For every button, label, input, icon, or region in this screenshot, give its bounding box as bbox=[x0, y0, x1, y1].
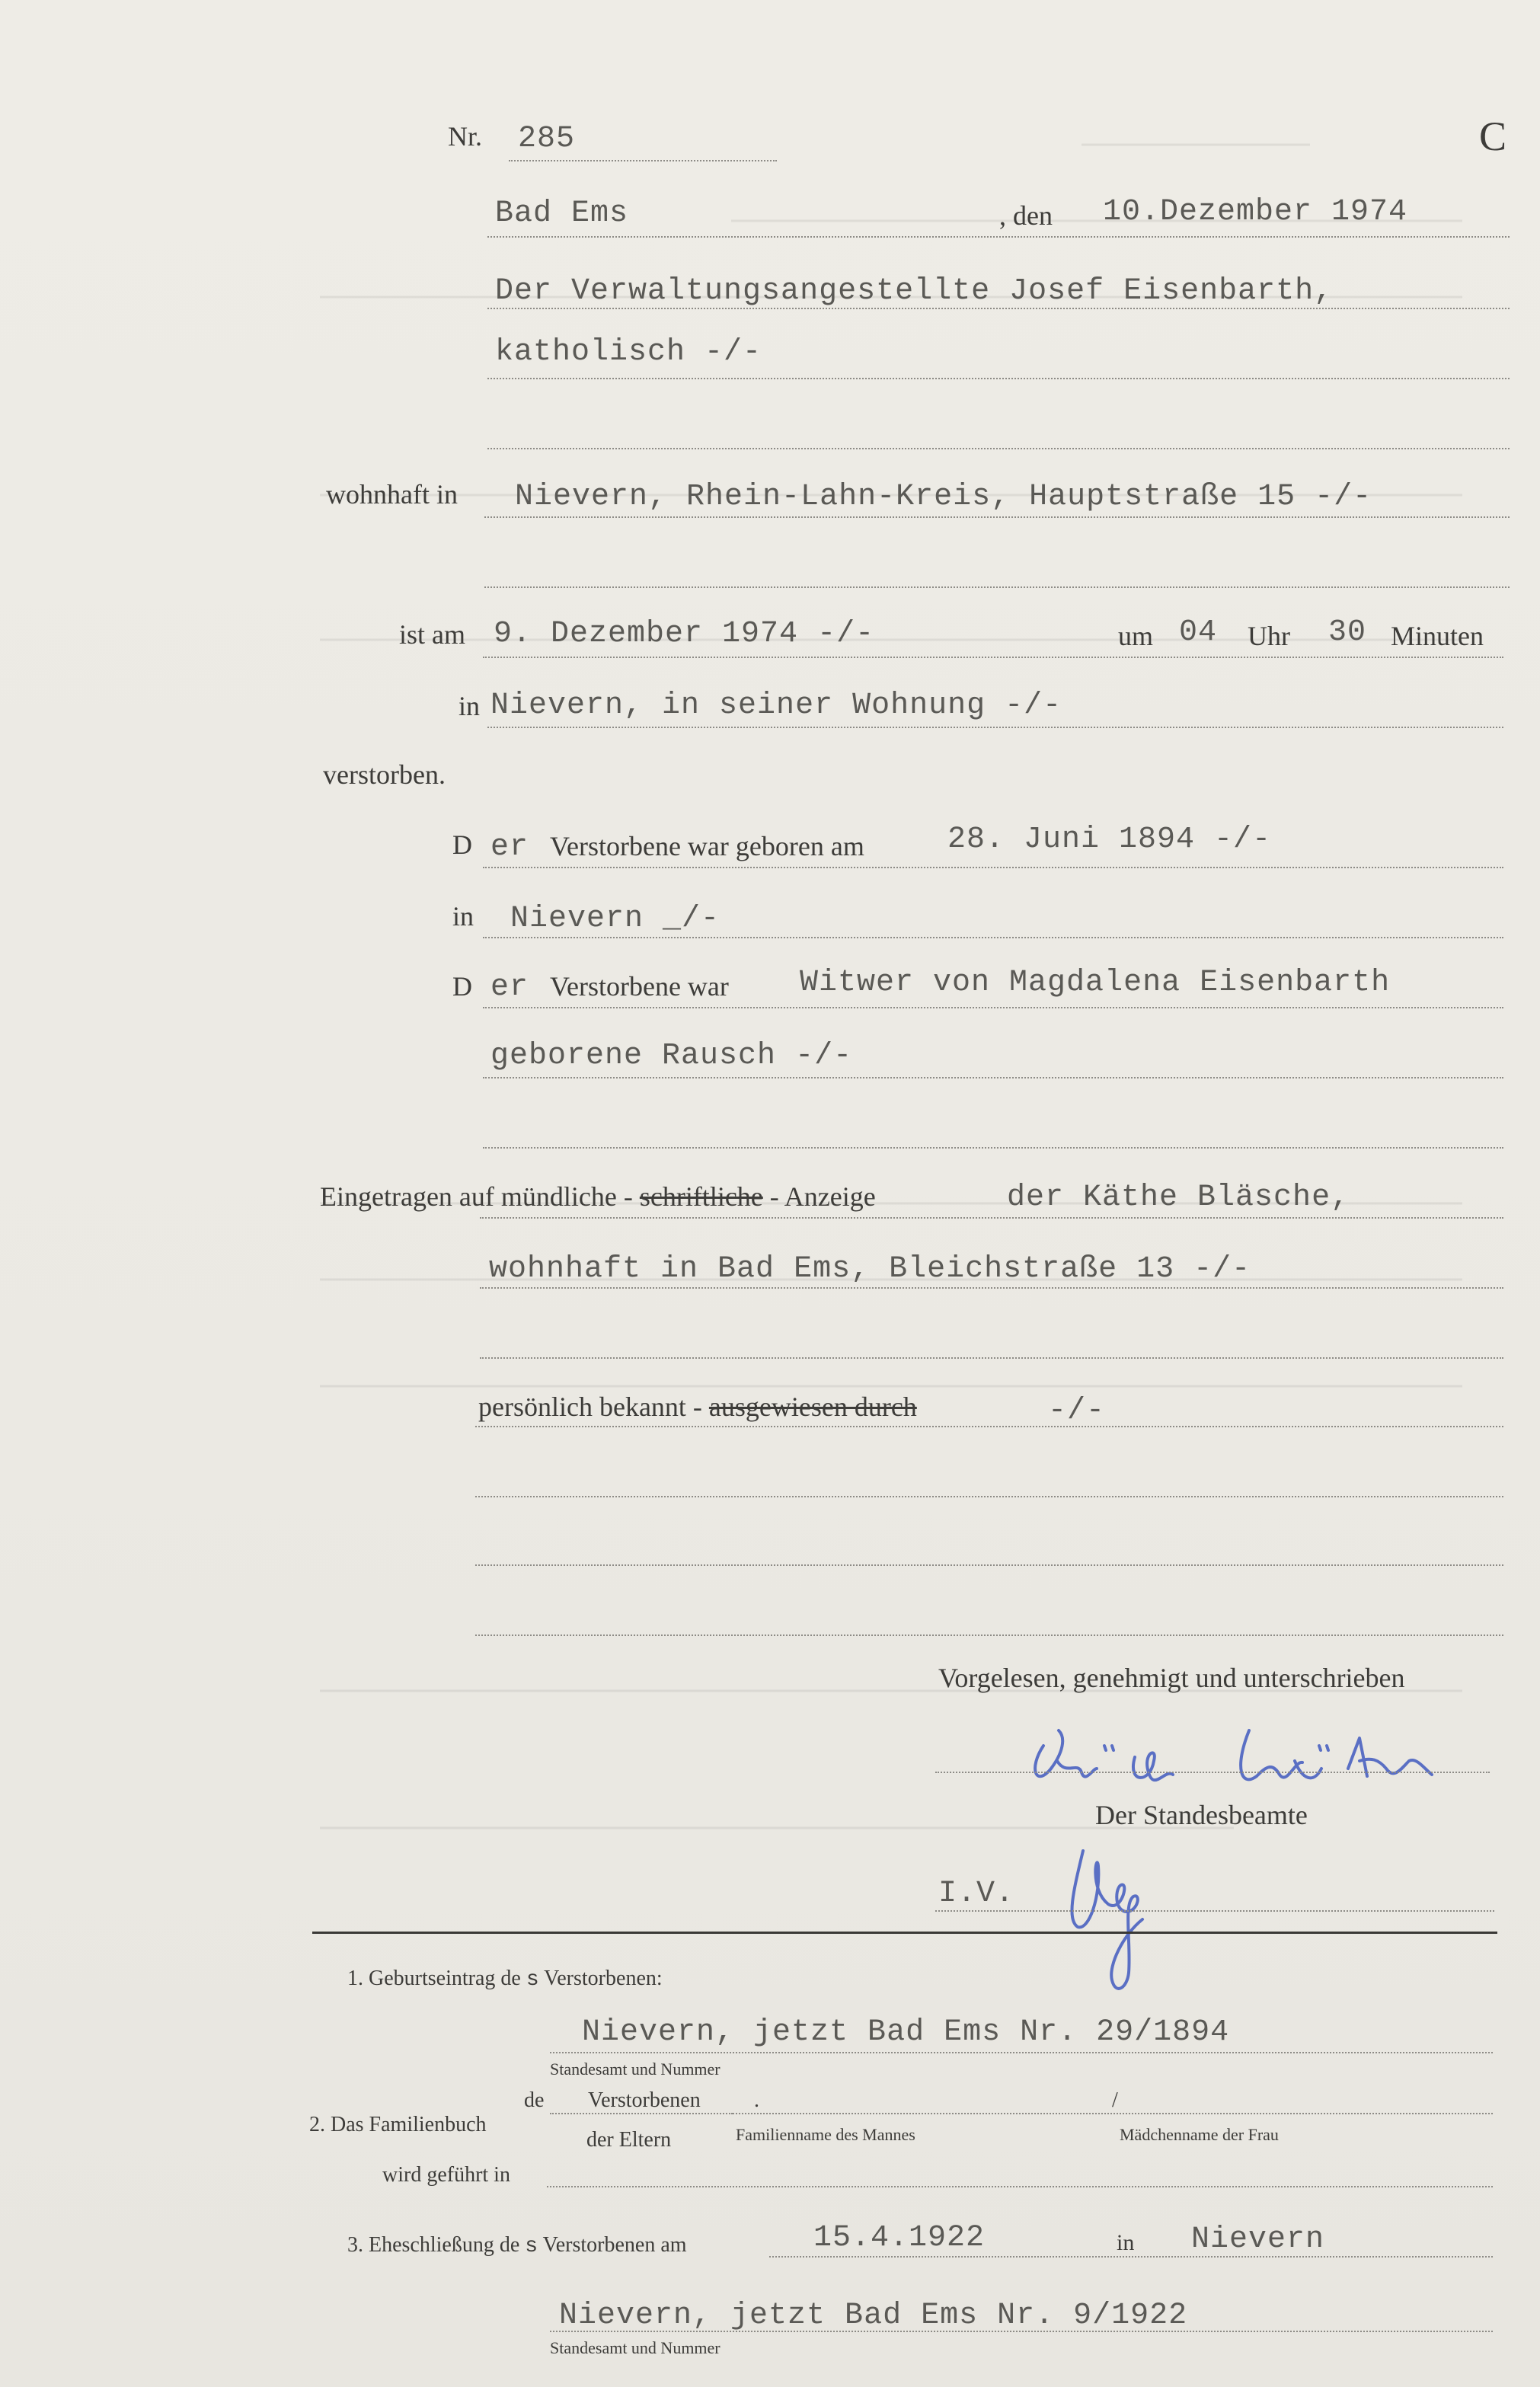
marital-line-2: geborene Rausch -/- bbox=[490, 1039, 853, 1073]
marital-label: Verstorbene war bbox=[550, 971, 729, 1002]
informant-line-3-rule bbox=[480, 1357, 1503, 1359]
footer-item1-value: Nievern, jetzt Bad Ems Nr. 29/1894 bbox=[582, 2015, 1230, 2050]
registration-label bbox=[320, 1181, 876, 1213]
footer-item3-label-b: Verstorbenen am bbox=[542, 2233, 687, 2257]
informant-line-1: der Käthe Bläsche, bbox=[1007, 1181, 1350, 1215]
birth-er-typed: er bbox=[490, 830, 529, 864]
residence-rule bbox=[484, 516, 1510, 518]
register-letter: C bbox=[1479, 113, 1507, 159]
footer-item2-dot: . bbox=[754, 2088, 759, 2112]
birth-place-rule bbox=[483, 937, 1503, 938]
official-line-2-rule bbox=[487, 378, 1510, 379]
identification-rule bbox=[475, 1426, 1503, 1427]
identification-label bbox=[478, 1391, 917, 1423]
marriage-date: 15.4.1922 bbox=[813, 2221, 986, 2255]
footer-item2-name-rule bbox=[733, 2113, 1493, 2114]
marital-line-3-rule bbox=[483, 1147, 1503, 1149]
nr-label: Nr. bbox=[448, 121, 482, 152]
death-place: Nievern, in seiner Wohnung -/- bbox=[490, 689, 1062, 723]
um-label: um bbox=[1118, 621, 1154, 651]
birth-in-label: in bbox=[452, 901, 474, 931]
death-in-label: in bbox=[458, 691, 481, 721]
marriage-registry: Nievern, jetzt Bad Ems Nr. 9/1922 bbox=[559, 2299, 1188, 2333]
bleed-through-lines bbox=[320, 122, 1508, 2331]
place-of-record: Bad Ems bbox=[495, 197, 629, 231]
marriage-place: Nievern bbox=[1191, 2222, 1325, 2257]
verstorben-label: verstorben. bbox=[323, 759, 446, 790]
footer-item2-de: de bbox=[524, 2088, 545, 2112]
footer-item2-slash: / bbox=[1112, 2088, 1118, 2112]
birth-place: Nievern _/- bbox=[510, 902, 720, 936]
footer-item3-registry-rule bbox=[550, 2331, 1493, 2332]
iv-label: I.V. bbox=[938, 1877, 1015, 1911]
registrar-signature-rule bbox=[935, 1910, 1494, 1912]
footer-item1-rule bbox=[550, 2052, 1493, 2053]
footer-item3-label: 3. Eheschließung de bbox=[347, 2233, 520, 2257]
marital-line-2-rule bbox=[483, 1077, 1503, 1078]
residence-value: Nievern, Rhein-Lahn-Kreis, Hauptstraße 15 -/- bbox=[515, 480, 1372, 514]
footer-separator bbox=[312, 1932, 1497, 1934]
footer-item2-choice-rule bbox=[550, 2113, 733, 2114]
minuten-label: Minuten bbox=[1391, 621, 1484, 651]
informant-line-1-rule bbox=[480, 1217, 1503, 1219]
birth-label: Verstorbene war geboren am bbox=[550, 831, 864, 861]
declarant-signature bbox=[1021, 1715, 1478, 1799]
marital-line-1-rule bbox=[483, 1007, 1503, 1008]
uhr-label: Uhr bbox=[1248, 621, 1290, 651]
registration-label-struck: schriftliche bbox=[639, 1181, 763, 1212]
maedchenname-frau-caption: Mädchenname der Frau bbox=[1120, 2125, 1279, 2144]
footer-item1-caption: Standesamt und Nummer bbox=[550, 2059, 720, 2079]
identification-label-struck: ausgewiesen durch bbox=[708, 1392, 917, 1422]
footer-item1-label: 1. Geburtseintrag de bbox=[347, 1967, 521, 1990]
residence-label: wohnhaft in bbox=[326, 479, 458, 510]
marital-line-1: Witwer von Magdalena Eisenbarth bbox=[800, 966, 1391, 1000]
nr-value: 285 bbox=[518, 122, 576, 156]
marital-er-typed: er bbox=[490, 970, 529, 1005]
footer-item3 bbox=[347, 2233, 687, 2258]
official-line-1-rule bbox=[487, 308, 1510, 309]
registration-label-b: - Anzeige bbox=[769, 1181, 876, 1212]
identification-label-a: persönlich bekannt - bbox=[478, 1392, 702, 1422]
birth-prefix: D bbox=[452, 829, 472, 860]
place-date-line bbox=[487, 236, 1510, 238]
record-date: 10.Dezember 1974 bbox=[1103, 195, 1408, 229]
death-hour: 04 bbox=[1179, 615, 1218, 650]
identification-value: -/- bbox=[1048, 1394, 1106, 1428]
informant-line-2: wohnhaft in Bad Ems, Bleichstraße 13 -/- bbox=[489, 1252, 1251, 1286]
registrar-label: Der Standesbeamte bbox=[1095, 1800, 1308, 1830]
registrar-signature bbox=[1043, 1820, 1165, 2003]
footer-item1-label-b: Verstorbenen: bbox=[544, 1967, 663, 1990]
death-date-rule bbox=[483, 657, 1503, 658]
informant-line-2-rule bbox=[480, 1287, 1503, 1289]
footer-item3-caption: Standesamt und Nummer bbox=[550, 2338, 720, 2357]
identification-rule-2 bbox=[475, 1496, 1503, 1497]
familienname-mannes-caption: Familienname des Mannes bbox=[736, 2125, 915, 2144]
death-minutes: 30 bbox=[1328, 615, 1367, 650]
footer-item3-in: in bbox=[1117, 2230, 1135, 2255]
footer-item1 bbox=[347, 1967, 663, 1992]
death-place-rule bbox=[487, 727, 1503, 728]
marital-prefix: D bbox=[452, 971, 472, 1002]
bleed-through bbox=[320, 122, 1508, 2331]
registration-label-a: Eingetragen auf mündliche - bbox=[320, 1181, 633, 1212]
nr-line bbox=[509, 160, 777, 161]
birth-date-rule bbox=[483, 867, 1503, 868]
residence-rule-2 bbox=[484, 586, 1510, 588]
read-approved-label: Vorgelesen, genehmigt und unterschrieben bbox=[938, 1663, 1405, 1693]
official-line-2: katholisch -/- bbox=[495, 335, 762, 369]
footer-item1-typed: s bbox=[526, 1968, 539, 1992]
declarant-signature-rule bbox=[935, 1772, 1490, 1773]
ist-am-label: ist am bbox=[399, 619, 465, 650]
official-line-1: Der Verwaltungsangestellte Josef Eisenbarth, bbox=[495, 274, 1334, 308]
footer-item2-verstorbenen: Verstorbenen bbox=[588, 2088, 701, 2112]
den-label: , den bbox=[999, 200, 1053, 231]
identification-rule-3 bbox=[475, 1564, 1503, 1566]
footer-item2-wird: wird geführt in bbox=[382, 2163, 510, 2187]
footer-item3-typed: s bbox=[525, 2235, 538, 2258]
footer-item3-rule bbox=[769, 2256, 1493, 2258]
birth-date: 28. Juni 1894 -/- bbox=[947, 823, 1272, 857]
official-line-3-rule bbox=[487, 448, 1510, 449]
identification-rule-4 bbox=[475, 1634, 1503, 1636]
death-date: 9. Dezember 1974 -/- bbox=[494, 617, 875, 651]
footer-item2-der-eltern: der Eltern bbox=[586, 2128, 672, 2152]
footer-item2-wird-rule bbox=[547, 2186, 1493, 2187]
footer-item2-label: 2. Das Familienbuch bbox=[309, 2113, 487, 2136]
